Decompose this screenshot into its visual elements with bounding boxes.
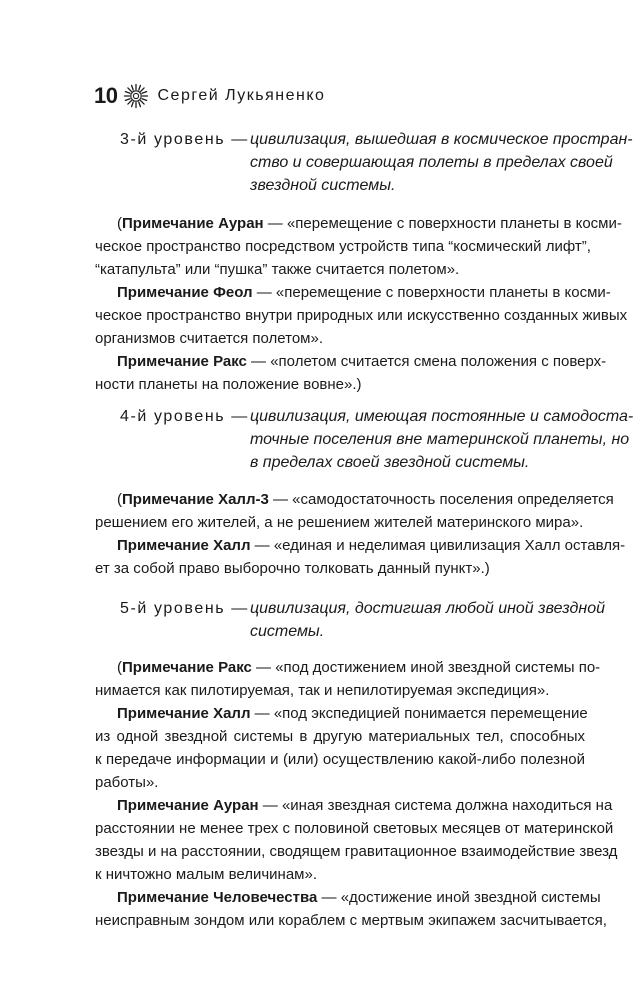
level-label: 4-й уровень — [120,408,249,425]
running-header [94,83,325,109]
note-line: Примечание Ракс — «полетом считается смена положения с поверх- [117,353,607,370]
level-definition: цивилизация, достигшая любой иной звездной системы. [250,600,605,640]
note-author: Примечание Феол [117,284,253,301]
note-line: решением его жителей, а не решением жителей материнского мира». [95,514,584,531]
note-author: Примечание Ауран [117,797,259,814]
level-label: 5-й уровень — [120,600,249,617]
note-line: нимается как пилотируемая, так и непилотируемая экспедиция». [95,682,550,699]
author-name: Сергей Лукьяненко [157,87,326,104]
notes-block-level-4 [95,488,626,580]
note-line: к передаче информации и (или) осуществлению какой-либо полезной [95,751,585,768]
star-burst-icon [123,83,149,109]
note-line: работы». [95,774,159,791]
note-line: ческое пространство посредством устройств типа “космический лифт”, [95,238,591,255]
level-3 [120,128,633,198]
note-line: неисправным зондом или кораблем с мертвым экипажем засчитывается, [95,912,607,929]
note-line: Примечание Феол — «перемещение с поверхности планеты в косми- [117,284,611,301]
note-author: Примечание Ракс [117,353,247,370]
note-author: Примечание Человечества [117,889,318,906]
level-4 [120,405,634,475]
note-author: Примечание Халл-3 [122,491,269,508]
notes-block-level-5 [95,656,618,932]
note-line: ческое пространство внутри природных или искусственно созданных живых [95,307,628,324]
level-5 [120,597,605,643]
note-line: ности планеты на положение вовне».) [95,376,362,393]
note-line: (Примечание Ракс — «под достижением иной звездной системы по- [117,659,601,676]
note-author: Примечание Халл [117,537,251,554]
page-number: 10 [94,83,118,108]
note-author: Примечание Халл [117,705,251,722]
note-line: звезды и на расстоянии, сводящем гравитационное взаимодействие звезд [95,843,618,860]
note-line: к ничтожно малым величинам». [95,866,317,883]
note-line: (Примечание Ауран — «перемещение с поверхности планеты в косми- [117,215,622,232]
note-line: (Примечание Халл-3 — «самодостаточность поселения определяется [117,491,614,508]
note-line: из одной звездной системы в другую материальных тел, способных [95,728,585,745]
level-definition: цивилизация, вышедшая в космическое простран- ство и совершающая полеты в пределах своей звездной системы. [250,131,633,194]
note-author: Примечание Ауран [122,215,264,232]
note-line: Примечание Халл — «под экспедицией понимается перемещение [117,705,588,722]
note-line: Примечание Халл — «единая и неделимая цивилизация Халл оставля- [117,537,626,554]
note-line: Примечание Человечества — «достижение иной звездной системы [117,889,601,906]
note-line: “катапульта” или “пушка” также считается полетом». [95,261,460,278]
note-line: ет за собой право выборочно толковать данный пункт».) [95,560,490,577]
level-label: 3-й уровень — [120,131,249,148]
notes-block-level-3 [95,212,628,396]
note-line: Примечание Ауран — «иная звездная система должна находиться на [117,797,613,814]
level-definition: цивилизация, имеющая постоянные и самодоста- точные поселения вне материнской планеты, но в пределах своей звездной системы. [250,408,634,471]
note-author: Примечание Ракс [122,659,252,676]
note-line: организмов считается полетом». [95,330,324,347]
note-line: расстоянии не менее трех с половиной световых месяцев от материнской [95,820,614,837]
